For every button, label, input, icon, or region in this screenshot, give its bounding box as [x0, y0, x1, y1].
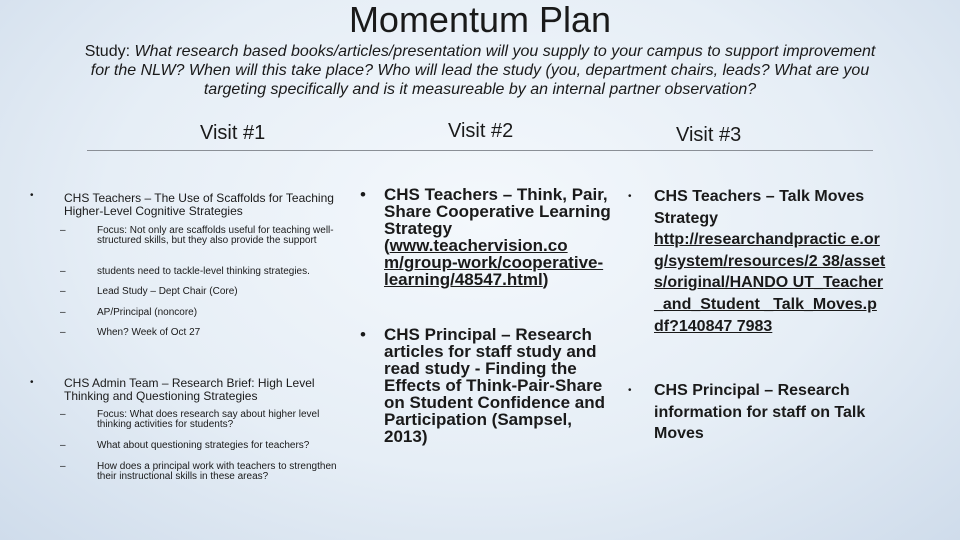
header-divider — [87, 150, 873, 151]
bullet: • — [360, 185, 366, 204]
bullet: • — [30, 190, 34, 201]
page-title: Momentum Plan — [348, 0, 612, 40]
item-rest: – The Use of Scaffolds for Teaching Higher-Level Cognitive Strategies — [64, 191, 334, 218]
item-rest: – Research Brief: High Level Thinking and Questioning Strategies — [64, 376, 315, 403]
bullet: • — [30, 377, 34, 388]
study-prompt — [80, 42, 880, 99]
item-lead: CHS Teachers — [64, 191, 142, 205]
study-question: What research based books/articles/presentation will you supply to your campus to support improvement for the NLW? When will this take place? Who will lead the study (you, department chairs, leads? What are you targeting specifically and is it measureable by an internal partner observation? — [90, 43, 876, 98]
bullet: • — [628, 385, 632, 396]
bullet: • — [360, 325, 366, 344]
visit-3-heading: Visit #3 — [676, 124, 742, 146]
visit-1-heading: Visit #1 — [200, 122, 266, 144]
item-lead: CHS Admin Team — [64, 376, 159, 390]
visit-2-heading: Visit #2 — [448, 120, 514, 142]
study-label: Study: — [84, 43, 131, 60]
teachervision-link[interactable]: www.teachervision.co m/group-work/cooperative-learning/48547.html — [384, 236, 604, 289]
bullet: • — [628, 191, 632, 202]
talk-moves-link[interactable]: http://researchandpractic e.org/system/resources/2 38/assets/original/HANDO UT_Teacher_and_Student _Talk_Moves.pdf?140847 7983 — [654, 231, 886, 335]
